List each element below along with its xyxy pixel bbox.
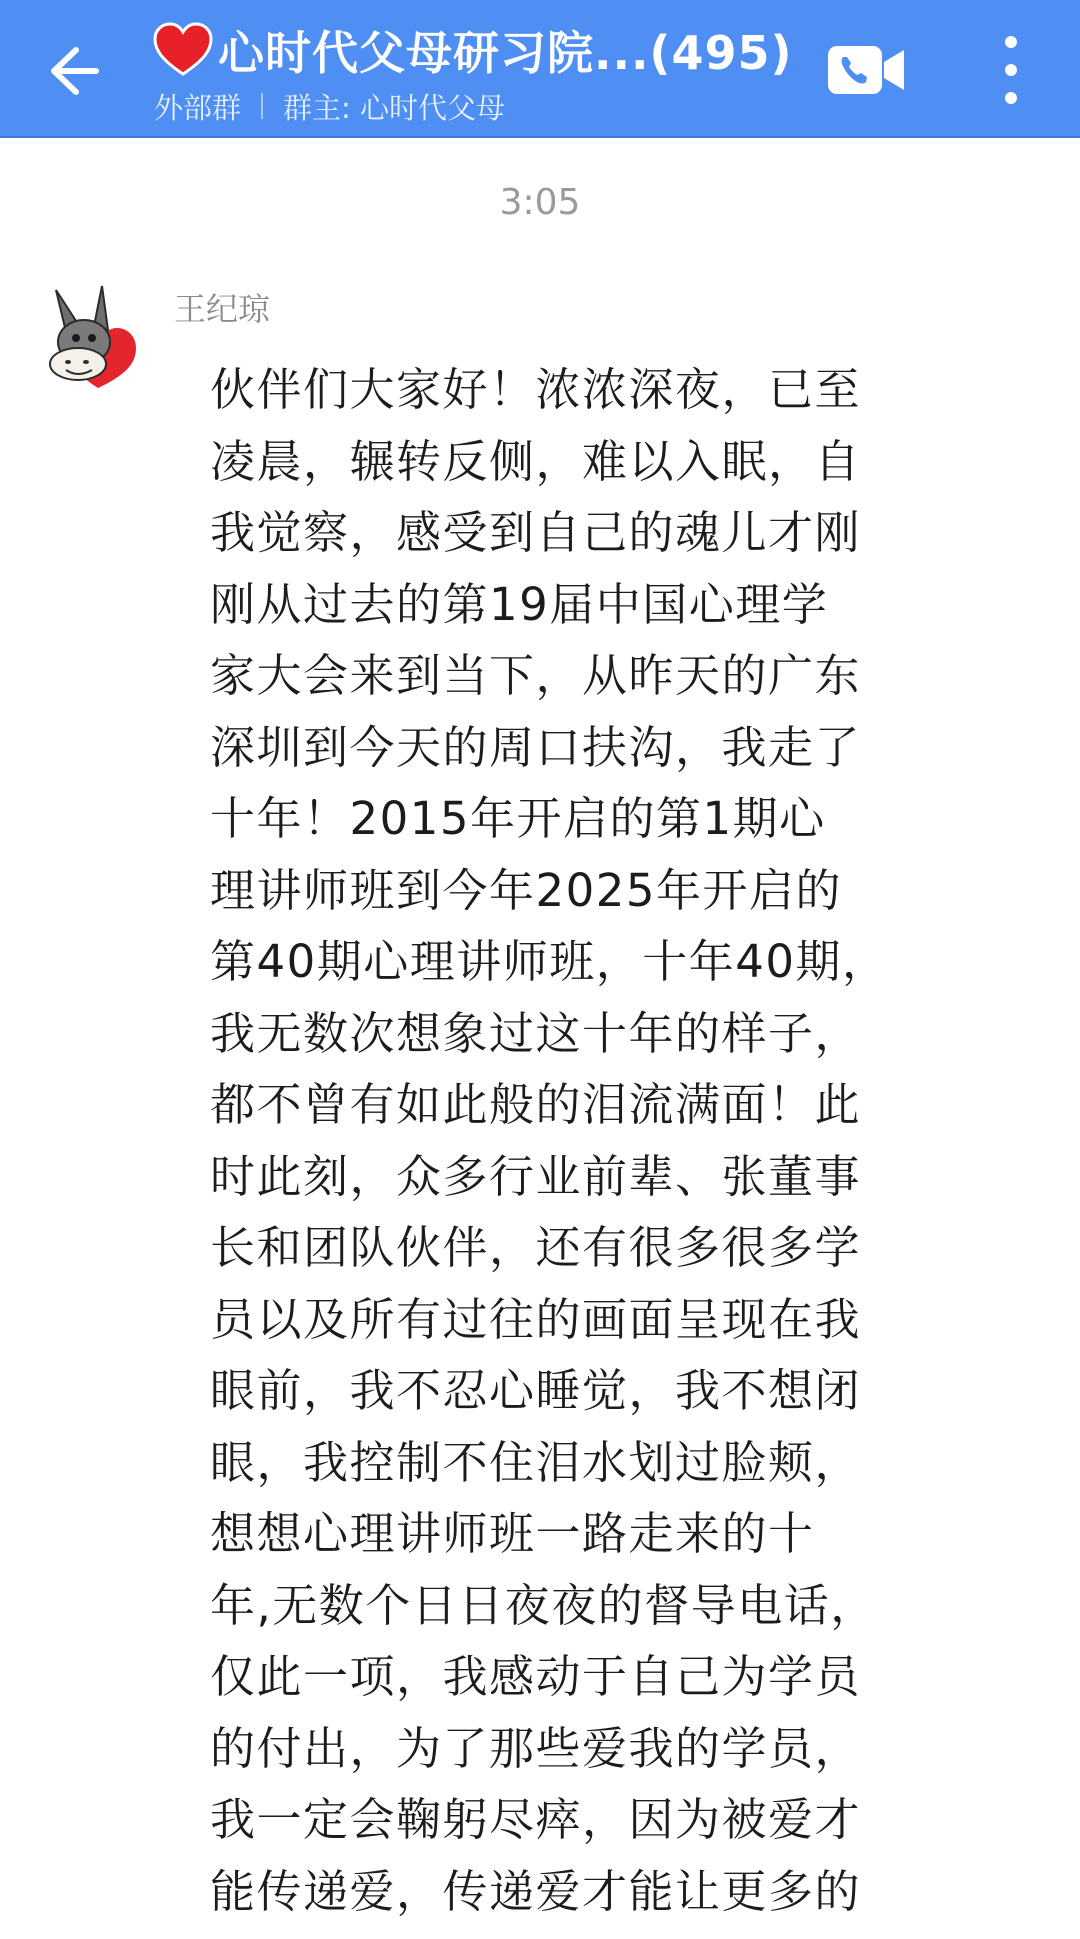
group-title-text: 心时代父母研习院...(495): [218, 26, 792, 80]
message-line: 家大会来到当下，从昨天的广东: [210, 649, 862, 702]
arrow-left-icon: [36, 36, 106, 106]
message-line: 我一定会鞠躬尽瘁，因为被爱才: [210, 1793, 862, 1846]
avatar[interactable]: [38, 284, 138, 394]
message-line: 凌晨，辗转反侧，难以入眠，自: [210, 434, 862, 488]
video-call-icon: [826, 40, 906, 100]
heart-icon: [152, 22, 214, 78]
group-owner-label: 群主: 心时代父母: [283, 90, 506, 125]
message-timestamp: 3:05: [499, 182, 581, 223]
more-options-button[interactable]: [986, 32, 1036, 108]
message-line: 长和团队伙伴，还有很多很多学: [210, 1221, 862, 1274]
message-line: 深圳到今天的周口扶沟，我走了: [210, 720, 862, 774]
external-group-tag: 外部群: [154, 90, 242, 125]
message-line: 理讲师班到今年2025年开启的: [210, 863, 843, 917]
video-call-button[interactable]: [826, 40, 906, 100]
group-subtitle: [154, 86, 505, 126]
more-vertical-icon: [986, 32, 1036, 108]
message-line: 伙伴们大家好！浓浓深夜，已至: [210, 363, 862, 416]
donkey-avatar-icon: [38, 284, 138, 394]
sender-name: 王纪琼: [174, 290, 271, 328]
message-line: 能传递爱，传递爱才能让更多的: [210, 1864, 862, 1918]
message-line: 眼，我控制不住泪水划过脸颊，: [210, 1435, 862, 1489]
message-line: 仅此一项，我感动于自己为学员: [210, 1650, 862, 1703]
message-line: 我无数次想象过这十年的样子，: [210, 1006, 862, 1060]
group-title[interactable]: [152, 14, 792, 86]
message-line: 第40期心理讲师班，十年40期，: [210, 935, 889, 988]
message-line: 眼前，我不忍心睡觉，我不想闭: [210, 1364, 862, 1417]
message-line: 都不曾有如此般的泪流满面！此: [210, 1078, 862, 1131]
message-line: 十年！2015年开启的第1期心: [210, 792, 826, 845]
subtitle-divider: [261, 93, 263, 119]
message-line: 刚从过去的第19届中国心理学: [210, 577, 829, 631]
message-line: 时此刻，众多行业前辈、张董事: [210, 1149, 862, 1203]
message-line: 的付出，为了那些爱我的学员，: [210, 1721, 862, 1775]
message-line: 我觉察，感受到自己的魂儿才刚: [210, 506, 862, 559]
message-line: 员以及所有过往的画面呈现在我: [210, 1292, 862, 1346]
message-line: 想想心理讲师班一路走来的十: [210, 1507, 815, 1560]
back-button[interactable]: [36, 36, 106, 106]
message-line: 年,无数个日日夜夜的督导电话，: [210, 1578, 877, 1632]
message-text[interactable]: [210, 354, 889, 1927]
chat-header: [0, 0, 1080, 138]
